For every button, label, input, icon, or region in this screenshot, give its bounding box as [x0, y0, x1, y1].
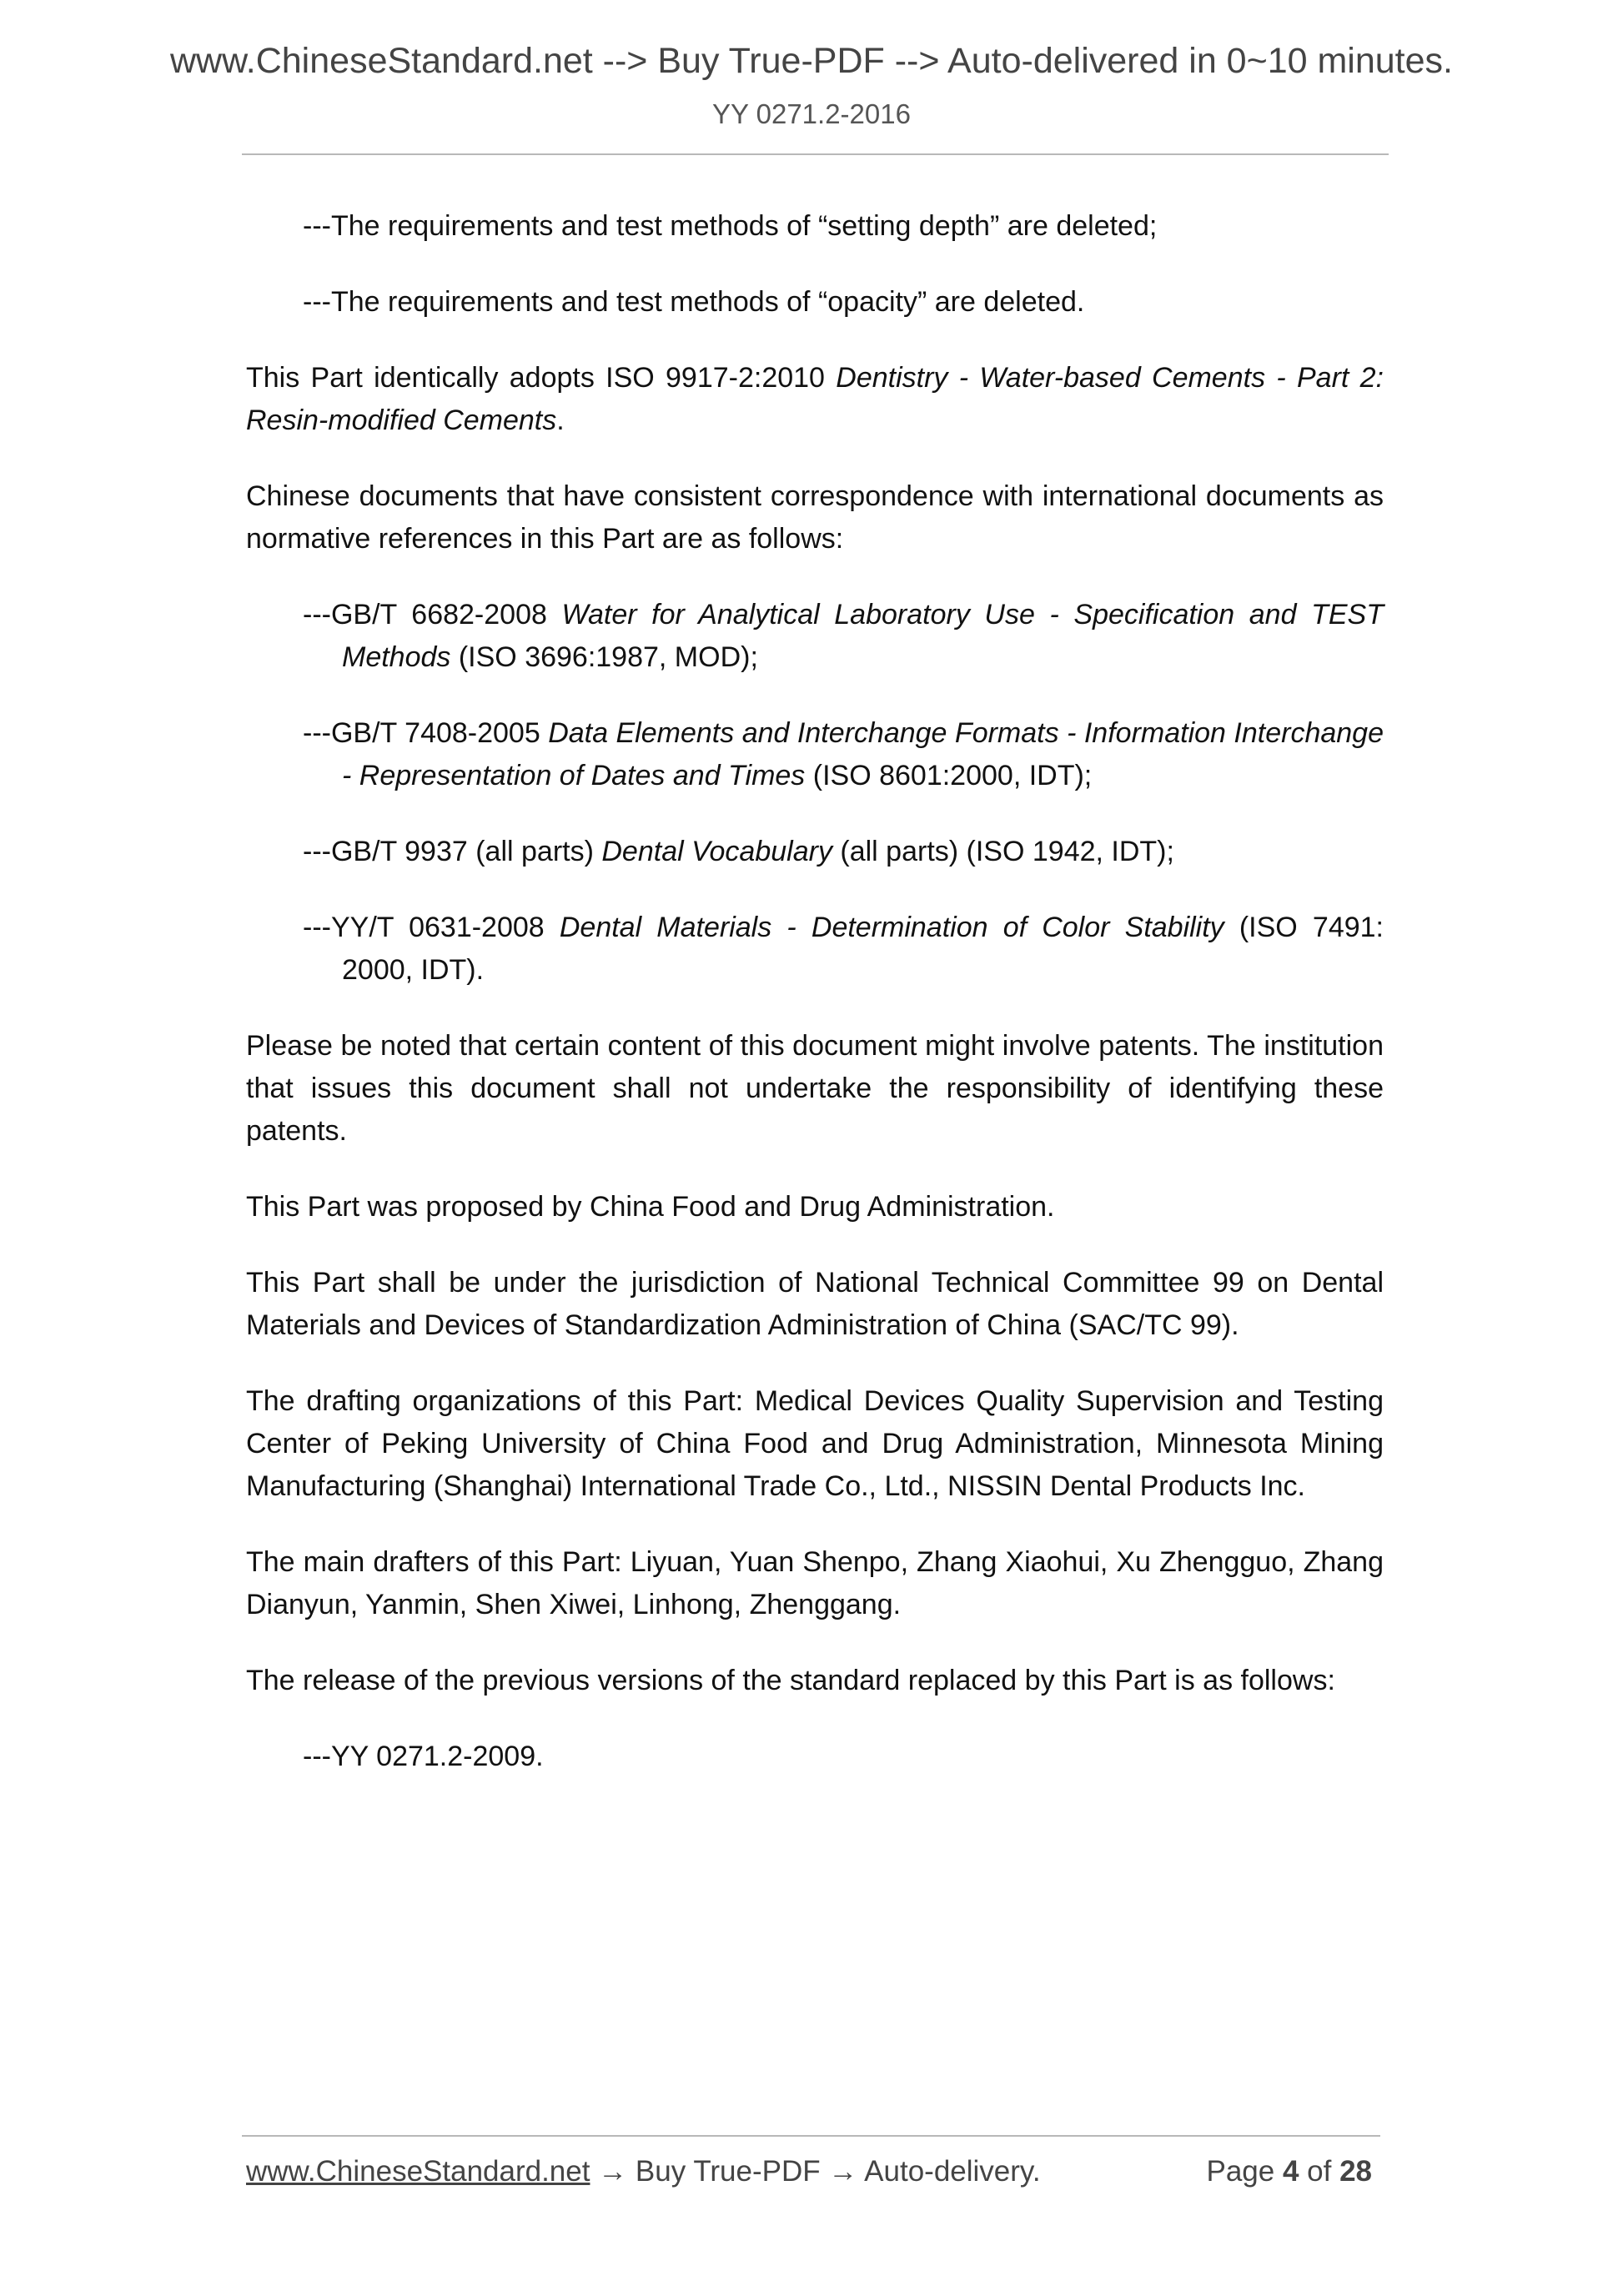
promo-banner: www.ChineseStandard.net --> Buy True-PDF --> Auto-delivered in 0~10 minutes.: [169, 41, 1453, 81]
reference-title: Dental Vocabulary: [601, 836, 832, 867]
patents-paragraph: Please be noted that certain content of this document might involve patents. The institution that issues this document shall not undertake the responsibility of identifying these patents.: [246, 1030, 1384, 1147]
adoption-end: .: [556, 404, 565, 436]
page-total: 28: [1339, 2155, 1372, 2188]
reference-title: Data Elements and Interchange Formats - Information Interchange - Representation of Dates and Times: [342, 717, 1384, 791]
reference-code: ---YY/T 0631-2008: [303, 912, 560, 943]
reference-title: Water for Analytical Laboratory Use - Specification and TEST Methods: [342, 599, 1384, 673]
footer-promo: → Buy True-PDF → Auto-delivery.: [590, 2155, 1041, 2188]
drafting-organizations-paragraph: The drafting organizations of this Part: Medical Devices Quality Supervision and Testing Center of Peking University of China Food and Drug Administration, Minnesota Mining Manufacturing (Shanghai) International Trade Co., Ltd., NISSIN Dental Products Inc.: [246, 1385, 1384, 1502]
reference-item: [303, 712, 1384, 797]
reference-note: (ISO 8601:2000, IDT);: [805, 760, 1093, 791]
footer-divider: [242, 2135, 1380, 2137]
reference-note: (all parts) (ISO 1942, IDT);: [832, 836, 1174, 867]
reference-item: [303, 594, 1384, 679]
reference-item: [303, 831, 1384, 873]
drafters-paragraph: The main drafters of this Part: Liyuan, Yuan Shenpo, Zhang Xiaohui, Xu Zhengguo, Zhang Dianyun, Yanmin, Shen Xiwei, Linhong, Zhenggang.: [246, 1546, 1384, 1620]
page-number: 4: [1282, 2155, 1299, 2188]
previous-versions-intro: The release of the previous versions of the standard replaced by this Part is as follows:: [246, 1665, 1335, 1696]
adoption-text: This Part identically adopts ISO 9917-2:2010: [246, 362, 837, 394]
adopted-standard-title: Dentistry - Water-based Cements - Part 2: Resin-modified Cements: [246, 362, 1384, 436]
page-footer: [246, 2155, 1372, 2188]
references-intro: Chinese documents that have consistent correspondence with international documents as normative references in this Part are as follows:: [246, 480, 1384, 555]
proposed-paragraph: This Part was proposed by China Food and Drug Administration.: [246, 1191, 1055, 1223]
page-of-label: of: [1299, 2155, 1340, 2188]
reference-note: (ISO 7491: 2000, IDT).: [342, 912, 1384, 986]
page-indicator: [1206, 2155, 1372, 2188]
reference-note: (ISO 3696:1987, MOD);: [450, 641, 758, 673]
reference-code: ---GB/T 9937 (all parts): [303, 836, 602, 867]
adoption-paragraph: [246, 357, 1384, 442]
deletion-item-opacity: ---The requirements and test methods of “opacity” are deleted.: [303, 286, 1085, 318]
footer-site-link[interactable]: www.ChineseStandard.net: [246, 2155, 590, 2188]
jurisdiction-paragraph: This Part shall be under the jurisdiction of National Technical Committee 99 on Dental Materials and Devices of Standardization Administration of China (SAC/TC 99).: [246, 1267, 1384, 1341]
header-divider: [242, 153, 1389, 155]
document-code: YY 0271.2-2016: [712, 98, 911, 129]
deletion-item-setting-depth: ---The requirements and test methods of “setting depth” are deleted;: [303, 210, 1158, 242]
previous-version-item: ---YY 0271.2-2009.: [303, 1741, 544, 1772]
reference-item: [303, 907, 1384, 992]
document-body: [246, 205, 1384, 1811]
reference-code: ---GB/T 6682-2008: [303, 599, 562, 631]
reference-title: Dental Materials - Determination of Color Stability: [559, 912, 1224, 943]
page-label: Page: [1206, 2155, 1283, 2188]
reference-code: ---GB/T 7408-2005: [303, 717, 549, 749]
